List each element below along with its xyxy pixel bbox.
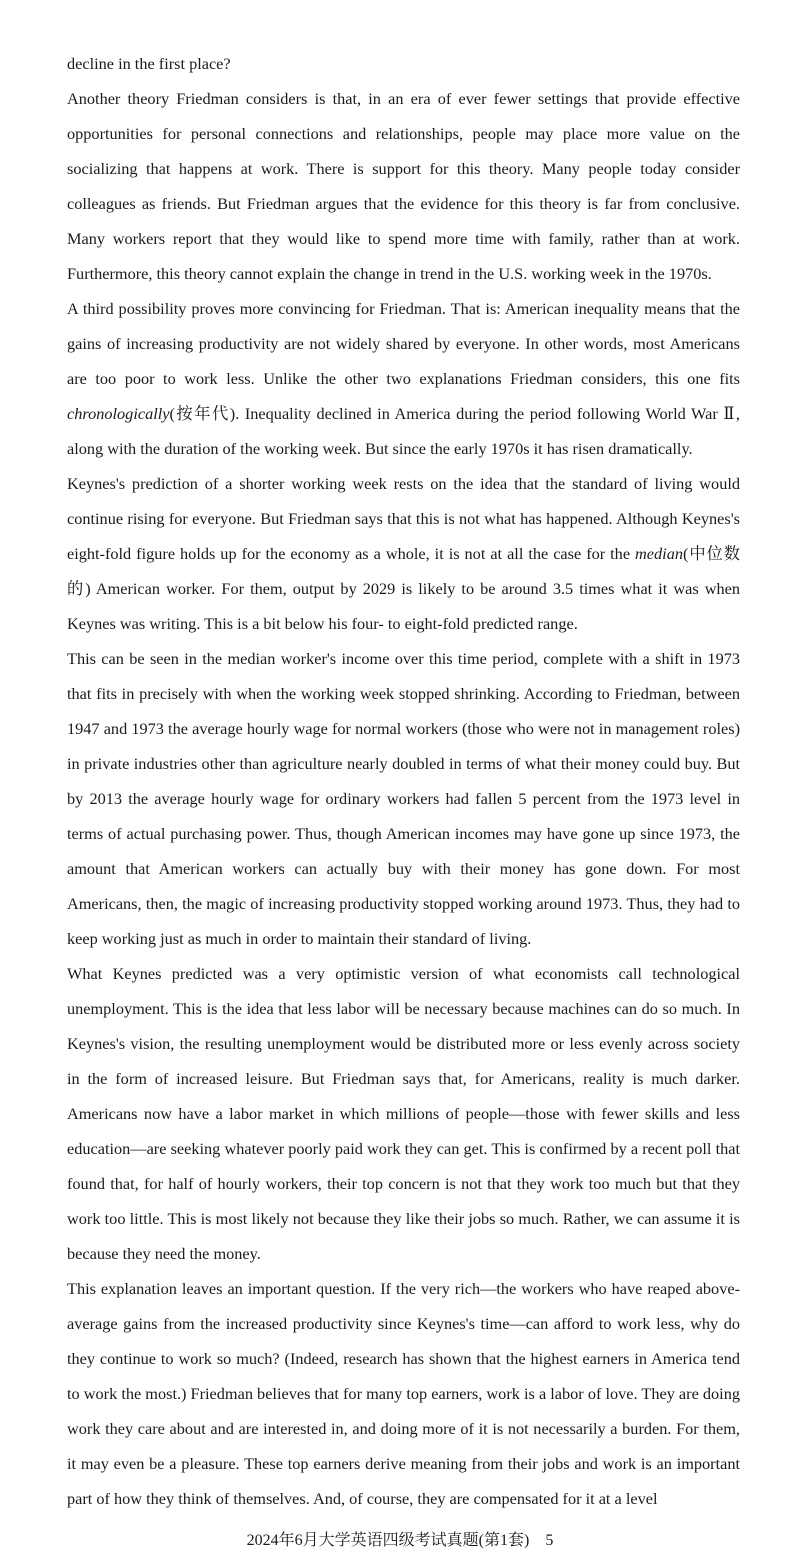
paragraph-text: This explanation leaves an important question. If the very rich—the workers who have reaped above-average gains from the increased productivity since Keynes's time—can afford to work less, why do they continue to work so much? (Indeed, research has shown that the highest earners in America tend to work the most.) Friedman believes that for many top earners, work is a labor of love. They are doing work they care about and are interested in, and doing more of it is not necessarily a burden. For them, it may even be a pleasure. These top earners derive meaning from their jobs and work is an important part of how they think of themselves. And, of course, they are compensated for it at a level [67, 1279, 740, 1508]
paragraph [0, 46, 740, 81]
paragraph-text: Keynes's prediction of a shorter working week rests on the idea that the standard of living would continue rising for everyone. But Friedman says that this is not what has happened. Although Keynes's eight-fold figure holds up for the economy as a whole, it is not at all the case for the [67, 474, 740, 563]
italic-term: median [635, 544, 683, 563]
paragraph-text: decline in the first place? [67, 54, 231, 73]
paragraph [0, 1271, 740, 1516]
paragraph-text: Another theory Friedman considers is that, in an era of ever fewer settings that provide effective opportunities for personal connections and relationships, people may place more value on the socializing that happens at work. There is support for this theory. Many people today consider colleagues as friends. But Friedman argues that the evidence for this theory is far from conclusive. Many workers report that they would like to spend more time with family, rather than at work. Furthermore, this theory cannot explain the change in trend in the U.S. working week in the 1970s. [67, 89, 740, 283]
page-footer: 2024年6月大学英语四级考试真题(第1套) 5 [246, 1532, 554, 1549]
paragraph [0, 956, 740, 1271]
paragraph [0, 466, 740, 641]
paragraph-text: (按年代). Inequality declined in America during the period following World War Ⅱ, along with the duration of the working week. But since the early 1970s it has risen dramatically. [67, 404, 740, 458]
paragraph-text: A third possibility proves more convincing for Friedman. That is: American inequality means that the gains of increasing productivity are not widely shared by everyone. In other words, most Americans are too poor to work less. Unlike the other two explanations Friedman considers, this one fits [67, 299, 740, 388]
paragraph-text: This can be seen in the median worker's income over this time period, complete with a shift in 1973 that fits in precisely with when the working week stopped shrinking. According to Friedman, between 1947 and 1973 the average hourly wage for normal workers (those who were not in management roles) in private industries other than agriculture nearly doubled in terms of what their money could buy. But by 2013 the average hourly wage for ordinary workers had fallen 5 percent from the 1973 level in terms of actual purchasing power. Thus, though American incomes may have gone up since 1973, the amount that American workers can actually buy with their money has gone down. For most Americans, then, the magic of increasing productivity stopped working around 1973. Thus, they had to keep working just as much in order to maintain their standard of living. [67, 649, 740, 948]
paragraph [0, 291, 740, 466]
paragraph-text: What Keynes predicted was a very optimistic version of what economists call technological unemployment. This is the idea that less labor will be necessary because machines can do so much. In Keynes's vision, the resulting unemployment would be distributed more or less evenly across society in the form of increased leisure. But Friedman says that, for Americans, reality is much darker. Americans now have a labor market in which millions of people—those with fewer skills and less education—are seeking whatever poorly paid work they can get. This is confirmed by a recent poll that found that, for half of hourly workers, their top concern is not that they work too much but that they work too little. This is most likely not because they like their jobs so much. Rather, we can assume it is because they need the money. [67, 964, 740, 1263]
paragraph-text: (中位数的) American worker. For them, output by 2029 is likely to be around 3.5 times what it was when Keynes was writing. This is a bit below his four- to eight-fold predicted range. [67, 544, 740, 633]
paragraph [0, 641, 740, 956]
paragraph [0, 81, 740, 291]
italic-term: chronologically [67, 404, 170, 423]
